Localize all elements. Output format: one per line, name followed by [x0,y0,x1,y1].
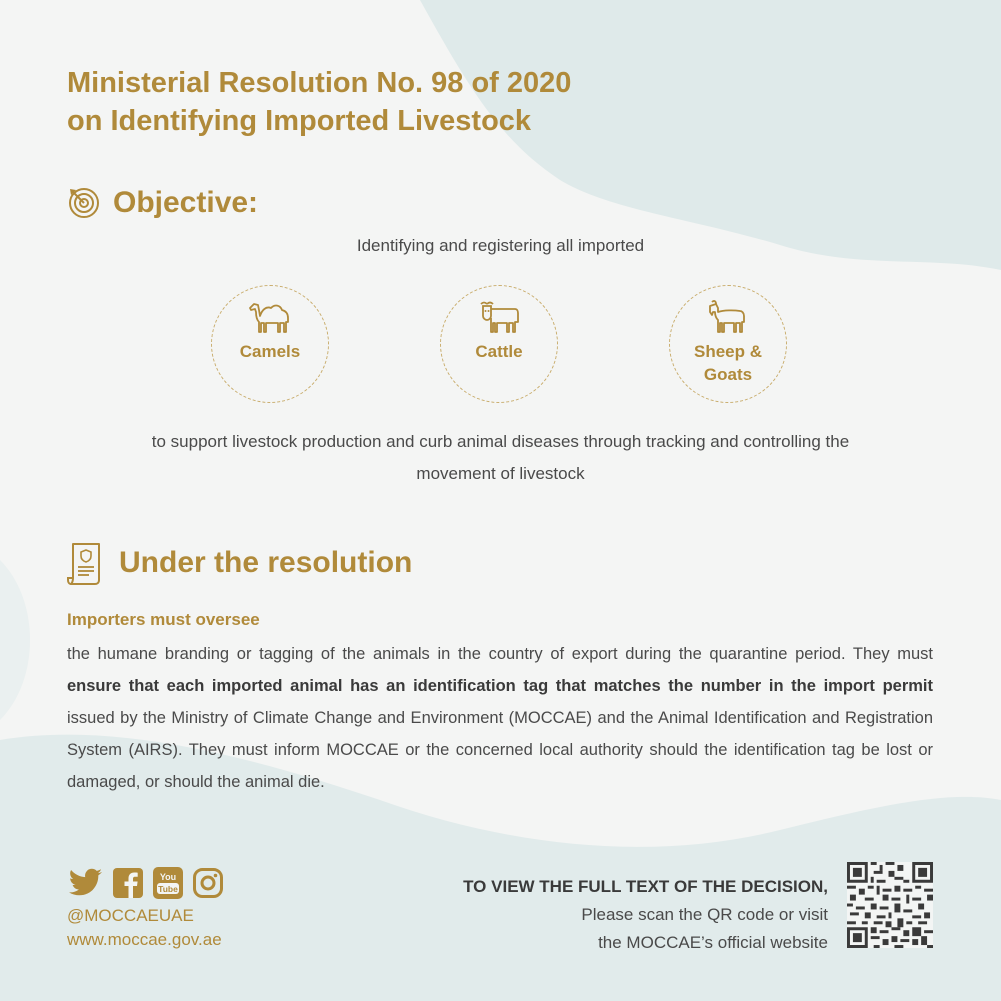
animal-camels [211,285,329,403]
instagram-icon[interactable] [193,868,223,898]
resolution-label: Under the resolution [119,546,413,579]
goat-icon [704,298,752,336]
animal-label: Sheep & Goats [693,342,763,384]
youtube-icon[interactable] [153,867,183,899]
resolution-heading [67,540,412,586]
facebook-icon[interactable] [113,868,143,898]
cattle-icon [475,298,523,336]
document-icon [67,540,105,586]
camel-icon [246,298,294,336]
objective-intro: Identifying and registering all imported [356,236,645,255]
animal-label: Camels [239,342,301,361]
youtube-icon-text: Tube [158,884,178,894]
body-text-part: the humane branding or tagging of the animals in the country of export during the quarantine period. They must [67,645,933,663]
website-link[interactable]: www.moccae.gov.ae [67,930,222,949]
page-title [67,64,767,140]
resolution-body [67,638,933,798]
qr-code[interactable] [847,862,933,948]
animal-cattle [440,285,558,403]
cta-line-2: the MOCCAE’s official website [598,933,828,952]
title-line-1: Ministerial Resolution No. 98 of 2020 [67,67,572,99]
youtube-icon-text: You [159,872,177,882]
title-line-2: on Identifying Imported Livestock [67,105,532,137]
call-to-action [463,873,828,957]
objective-label: Objective: [113,186,259,219]
objective-heading [67,186,258,220]
cta-heading: TO VIEW THE FULL TEXT OF THE DECISION, [463,877,828,896]
resolution-subheading: Importers must oversee [67,610,260,629]
body-text-part: issued by the Ministry of Climate Change and Environment (MOCCAE) and the Animal Identification and Registration System (AIRS). They must inform MOCCAE or the concerned local authority should the identification tag be lost or damaged, or should the animal die. [67,709,933,791]
animal-sheep-goats [669,285,787,403]
cta-line-1: Please scan the QR code or visit [581,905,828,924]
social-handle[interactable]: @MOCCAEUAE [67,906,194,925]
target-icon [67,186,101,220]
animal-label: Cattle [475,342,523,361]
body-text-emphasis: ensure that each imported animal has an identification tag that matches the number in the import permit [67,677,933,695]
twitter-icon[interactable] [67,868,103,898]
social-icons [67,867,223,899]
objective-description: to support livestock production and curb animal diseases through tracking and controlling the movement of livestock [151,432,850,483]
